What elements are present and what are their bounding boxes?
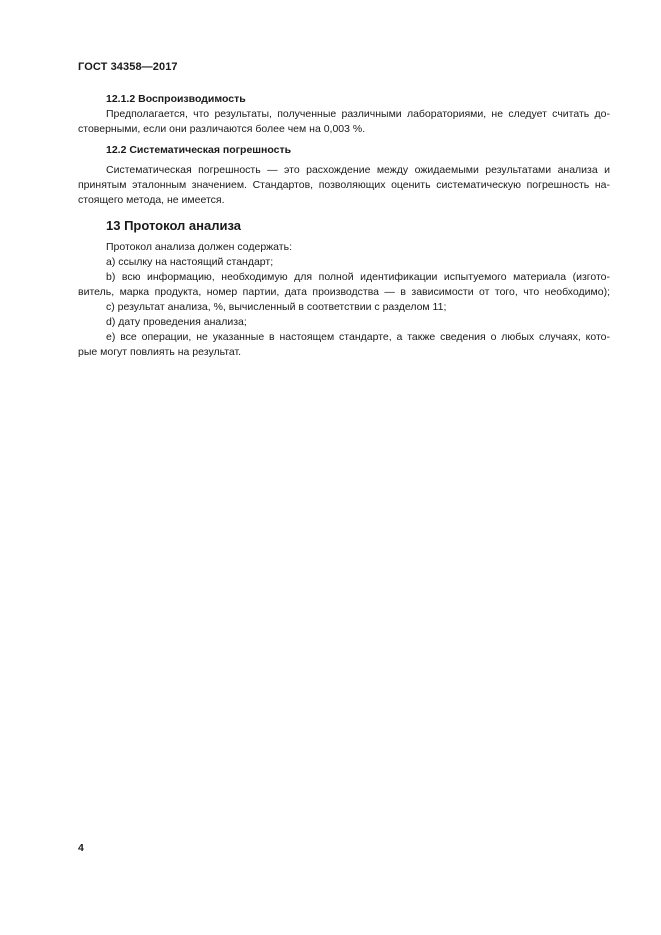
- list-item: c) результат анализа, %, вычисленный в соответствии с разделом 11;: [106, 301, 447, 313]
- paragraph-line: стоящего метода, не имеется.: [78, 194, 225, 206]
- page-number: 4: [78, 842, 84, 854]
- list-item: d) дату проведения анализа;: [106, 316, 247, 328]
- list-item-continuation: рые могут повлиять на результат.: [78, 346, 242, 358]
- section-title: 13 Протокол анализа: [106, 218, 242, 233]
- paragraph-line: принятым эталонным значением. Стандартов, позволяющих оценить систематическую погрешность на-: [78, 179, 610, 191]
- section-12-2: [78, 143, 610, 208]
- list-item: b) всю информацию, необходимую для полной идентификации испытуемого материала (изгото-: [106, 271, 610, 283]
- section-12-1-2: [78, 92, 610, 137]
- paragraph-line: Предполагается, что результаты, полученные различными лабораториями, не следует считать до-: [106, 108, 610, 120]
- list-item: e) все операции, не указанные в настоящем стандарте, а также сведения о любых случаях, кото-: [106, 331, 610, 343]
- list-intro: Протокол анализа должен содержать:: [106, 241, 292, 253]
- list-item: a) ссылку на настоящий стандарт;: [106, 256, 274, 268]
- list-item-continuation: витель, марка продукта, номер партии, дата производства — в зависимости от того, что необходимо);: [78, 286, 610, 298]
- paragraph-line: Систематическая погрешность — это расхождение между ожидаемыми результатами анализа и: [106, 164, 610, 176]
- document-header: ГОСТ 34358—2017: [78, 61, 178, 73]
- section-heading: 12.1.2 Воспроизводимость: [106, 93, 246, 105]
- paragraph-line: стоверными, если они различаются более чем на 0,003 %.: [78, 123, 366, 135]
- section-heading: 12.2 Систематическая погрешность: [106, 144, 292, 156]
- section-13-body: [78, 240, 610, 360]
